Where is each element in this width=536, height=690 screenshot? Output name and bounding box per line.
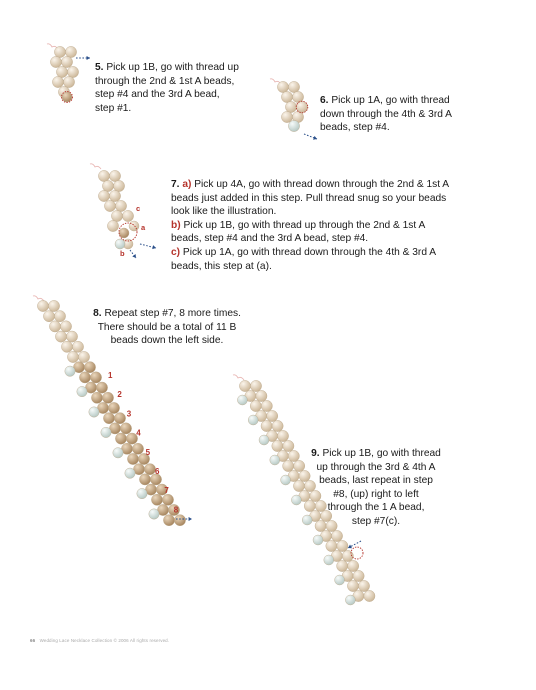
bead-a bbox=[56, 66, 67, 77]
bead-b bbox=[84, 362, 95, 373]
bead-a bbox=[102, 180, 113, 191]
step-line: beads just added in this step. Pull thread snug so your beads bbox=[171, 192, 447, 204]
bead-a bbox=[101, 427, 111, 437]
bead-a bbox=[348, 560, 359, 571]
step-line: Pick up 1B, go with thread up through the 2nd & 1st A bbox=[183, 219, 426, 231]
illustration-label: a bbox=[141, 223, 146, 232]
bead-a bbox=[358, 580, 369, 591]
bead-a bbox=[89, 407, 99, 417]
bead-a bbox=[288, 120, 299, 131]
bead-a bbox=[37, 300, 48, 311]
footer-text: Wedding Lace Necklace Collection © 2006 All rights reserved. bbox=[39, 638, 170, 643]
thread-arrow-icon bbox=[87, 56, 90, 60]
step-line: beads, this step at (a). bbox=[171, 260, 272, 272]
bead-b bbox=[115, 433, 126, 444]
bead-b bbox=[162, 494, 173, 505]
bead-a bbox=[285, 101, 296, 112]
bead-a bbox=[239, 380, 250, 391]
bead-b bbox=[62, 92, 72, 102]
bead-a bbox=[364, 590, 375, 601]
bead-a bbox=[326, 540, 337, 551]
step-line: step #7(c). bbox=[351, 515, 401, 527]
step-line: beads, step #4 and the 3rd A bead, step #4. bbox=[171, 233, 369, 245]
bead-a bbox=[337, 560, 348, 571]
bead-a bbox=[54, 311, 65, 322]
highlight-ring bbox=[351, 547, 363, 559]
bead-a bbox=[66, 331, 77, 342]
illustration-label: 3 bbox=[126, 409, 132, 419]
bead-a bbox=[261, 400, 272, 411]
bead-b bbox=[96, 382, 107, 393]
step-7b-tag: b) bbox=[171, 219, 181, 231]
bead-a bbox=[109, 170, 120, 181]
bead-a bbox=[313, 535, 323, 545]
bead-b bbox=[79, 372, 90, 383]
bead-a bbox=[98, 190, 109, 201]
step-line: look like the illustration. bbox=[171, 206, 277, 218]
bead-b bbox=[139, 474, 150, 485]
step-9-text bbox=[303, 447, 449, 529]
bead-a bbox=[149, 509, 159, 519]
step-7a-tag: a) bbox=[182, 179, 192, 190]
step-line: beads, step #4. bbox=[320, 122, 390, 134]
bead-a bbox=[60, 321, 71, 332]
step-line: Pick up 1A, go with thread down through the 4th & 3rd A bbox=[182, 246, 437, 258]
bead-a bbox=[281, 111, 292, 122]
bead-a bbox=[67, 66, 78, 77]
step-7c-tag: c) bbox=[171, 246, 181, 258]
bead-b bbox=[108, 402, 119, 413]
thread-tail bbox=[33, 296, 44, 301]
step-number: 6. bbox=[320, 95, 329, 106]
bead-a bbox=[283, 460, 294, 471]
bead-a bbox=[129, 221, 139, 231]
bead-b bbox=[91, 392, 102, 403]
bead-a bbox=[137, 488, 147, 498]
bead-a bbox=[272, 440, 283, 451]
bead-a bbox=[248, 415, 258, 425]
bead-b bbox=[114, 413, 125, 424]
illustration-label: 6 bbox=[155, 467, 160, 476]
bead-a bbox=[256, 390, 267, 401]
bead-a bbox=[342, 550, 353, 561]
bead-b bbox=[174, 515, 185, 526]
illustration-label: 7 bbox=[164, 486, 169, 496]
bead-a bbox=[288, 81, 299, 92]
bead-a bbox=[78, 351, 89, 362]
bead-a bbox=[259, 435, 269, 445]
bead-a bbox=[283, 440, 294, 451]
bead-a bbox=[272, 420, 283, 431]
step-line: up through the 3rd & 4th A bbox=[316, 461, 436, 473]
thread-arrow-icon bbox=[152, 245, 156, 249]
thread-arrow-icon bbox=[189, 517, 192, 521]
bead-a bbox=[72, 341, 83, 352]
page-footer bbox=[30, 638, 169, 643]
step-line: Repeat step #7, 8 more times. bbox=[104, 308, 241, 319]
thread-arrow-icon bbox=[132, 254, 136, 258]
bead-b bbox=[151, 494, 162, 505]
step-line: #8, (up) right to left bbox=[333, 488, 419, 500]
illustration-step-6 bbox=[270, 79, 317, 140]
bead-a bbox=[337, 540, 348, 551]
bead-a bbox=[54, 46, 65, 57]
bead-a bbox=[65, 46, 76, 57]
bead-b bbox=[144, 464, 155, 475]
bead-a bbox=[115, 239, 125, 249]
bead-a bbox=[122, 210, 133, 221]
bead-a bbox=[113, 448, 123, 458]
bead-a bbox=[49, 321, 60, 332]
bead-a bbox=[107, 220, 118, 231]
bead-b bbox=[102, 392, 113, 403]
bead-a bbox=[237, 395, 247, 405]
step-number: 8. bbox=[93, 308, 102, 319]
step-number: 5. bbox=[95, 62, 104, 73]
bead-b bbox=[120, 423, 131, 434]
step-line: Pick up 1B, go with thread bbox=[322, 448, 441, 459]
bead-a bbox=[50, 56, 61, 67]
bead-a bbox=[98, 170, 109, 181]
step-8-text bbox=[84, 307, 250, 348]
bead-a bbox=[61, 341, 72, 352]
bead-a bbox=[111, 210, 122, 221]
step-line: beads, last repeat in step bbox=[319, 475, 433, 487]
bead-a bbox=[113, 180, 124, 191]
step-line: Pick up 1A, go with thread bbox=[331, 95, 450, 106]
step-6-text bbox=[320, 94, 452, 135]
illustration-label: 1 bbox=[108, 371, 113, 380]
bead-a bbox=[277, 430, 288, 441]
bead-a bbox=[324, 555, 334, 565]
step-line: Pick up 4A, go with thread down through the 2nd & 1st A bbox=[194, 179, 450, 190]
bead-a bbox=[63, 76, 74, 87]
step-7-text bbox=[171, 178, 449, 273]
bead-a bbox=[67, 351, 78, 362]
step-line: step #4 and the 3rd A bead, bbox=[95, 89, 220, 101]
illustration-label: b bbox=[120, 249, 125, 258]
bead-a bbox=[109, 190, 120, 201]
bead-a bbox=[281, 475, 291, 485]
bead-a bbox=[65, 366, 75, 376]
bead-a bbox=[43, 311, 54, 322]
illustration-label: c bbox=[136, 204, 141, 213]
illustration-step-7 bbox=[90, 164, 156, 258]
bead-a bbox=[125, 468, 135, 478]
bead-a bbox=[115, 200, 126, 211]
bead-a bbox=[267, 410, 278, 421]
bead-a bbox=[250, 400, 261, 411]
bead-a bbox=[250, 380, 261, 391]
step-line: through the 1 A bead, bbox=[327, 502, 425, 514]
bead-a bbox=[61, 56, 72, 67]
bead-a bbox=[261, 420, 272, 431]
step-line: Pick up 1B, go with thread up bbox=[106, 62, 239, 73]
bead-a bbox=[52, 76, 63, 87]
bead-a bbox=[277, 81, 288, 92]
step-number: 7. bbox=[171, 179, 180, 190]
step-5-text bbox=[95, 61, 239, 115]
thread-tail bbox=[233, 375, 244, 380]
bead-b bbox=[163, 515, 174, 526]
bead-a bbox=[353, 570, 364, 581]
page-number: 66 bbox=[30, 638, 36, 643]
step-line: through the 2nd & 1st A beads, bbox=[95, 75, 235, 87]
bead-b bbox=[132, 443, 143, 454]
bead-a bbox=[347, 580, 358, 591]
illustration-label: 8 bbox=[173, 505, 179, 515]
step-line: step #1. bbox=[95, 102, 132, 114]
bead-a bbox=[335, 575, 345, 585]
step-line: down through the 4th & 3rd A bbox=[320, 108, 452, 120]
illustration-label: 4 bbox=[136, 428, 141, 438]
bead-a bbox=[345, 595, 355, 605]
step-line: beads down the left side. bbox=[110, 335, 224, 347]
bead-a bbox=[270, 455, 280, 465]
bead-a bbox=[291, 495, 301, 505]
thread-tail bbox=[90, 164, 101, 169]
step-line: There should be a total of 11 B bbox=[97, 321, 237, 333]
bead-a bbox=[104, 200, 115, 211]
bead-a bbox=[77, 386, 87, 396]
bead-a bbox=[331, 530, 342, 541]
bead-b bbox=[90, 372, 101, 383]
bead-a bbox=[55, 331, 66, 342]
bead-b bbox=[103, 413, 114, 424]
bead-a bbox=[48, 300, 59, 311]
bead-b bbox=[119, 228, 129, 238]
step-number: 9. bbox=[311, 448, 320, 459]
illustration-label: 2 bbox=[117, 390, 122, 400]
bead-b bbox=[127, 453, 138, 464]
illustration-step-5 bbox=[47, 44, 90, 103]
bead-a bbox=[288, 450, 299, 461]
illustration-label: 5 bbox=[145, 447, 151, 457]
bead-a bbox=[281, 91, 292, 102]
